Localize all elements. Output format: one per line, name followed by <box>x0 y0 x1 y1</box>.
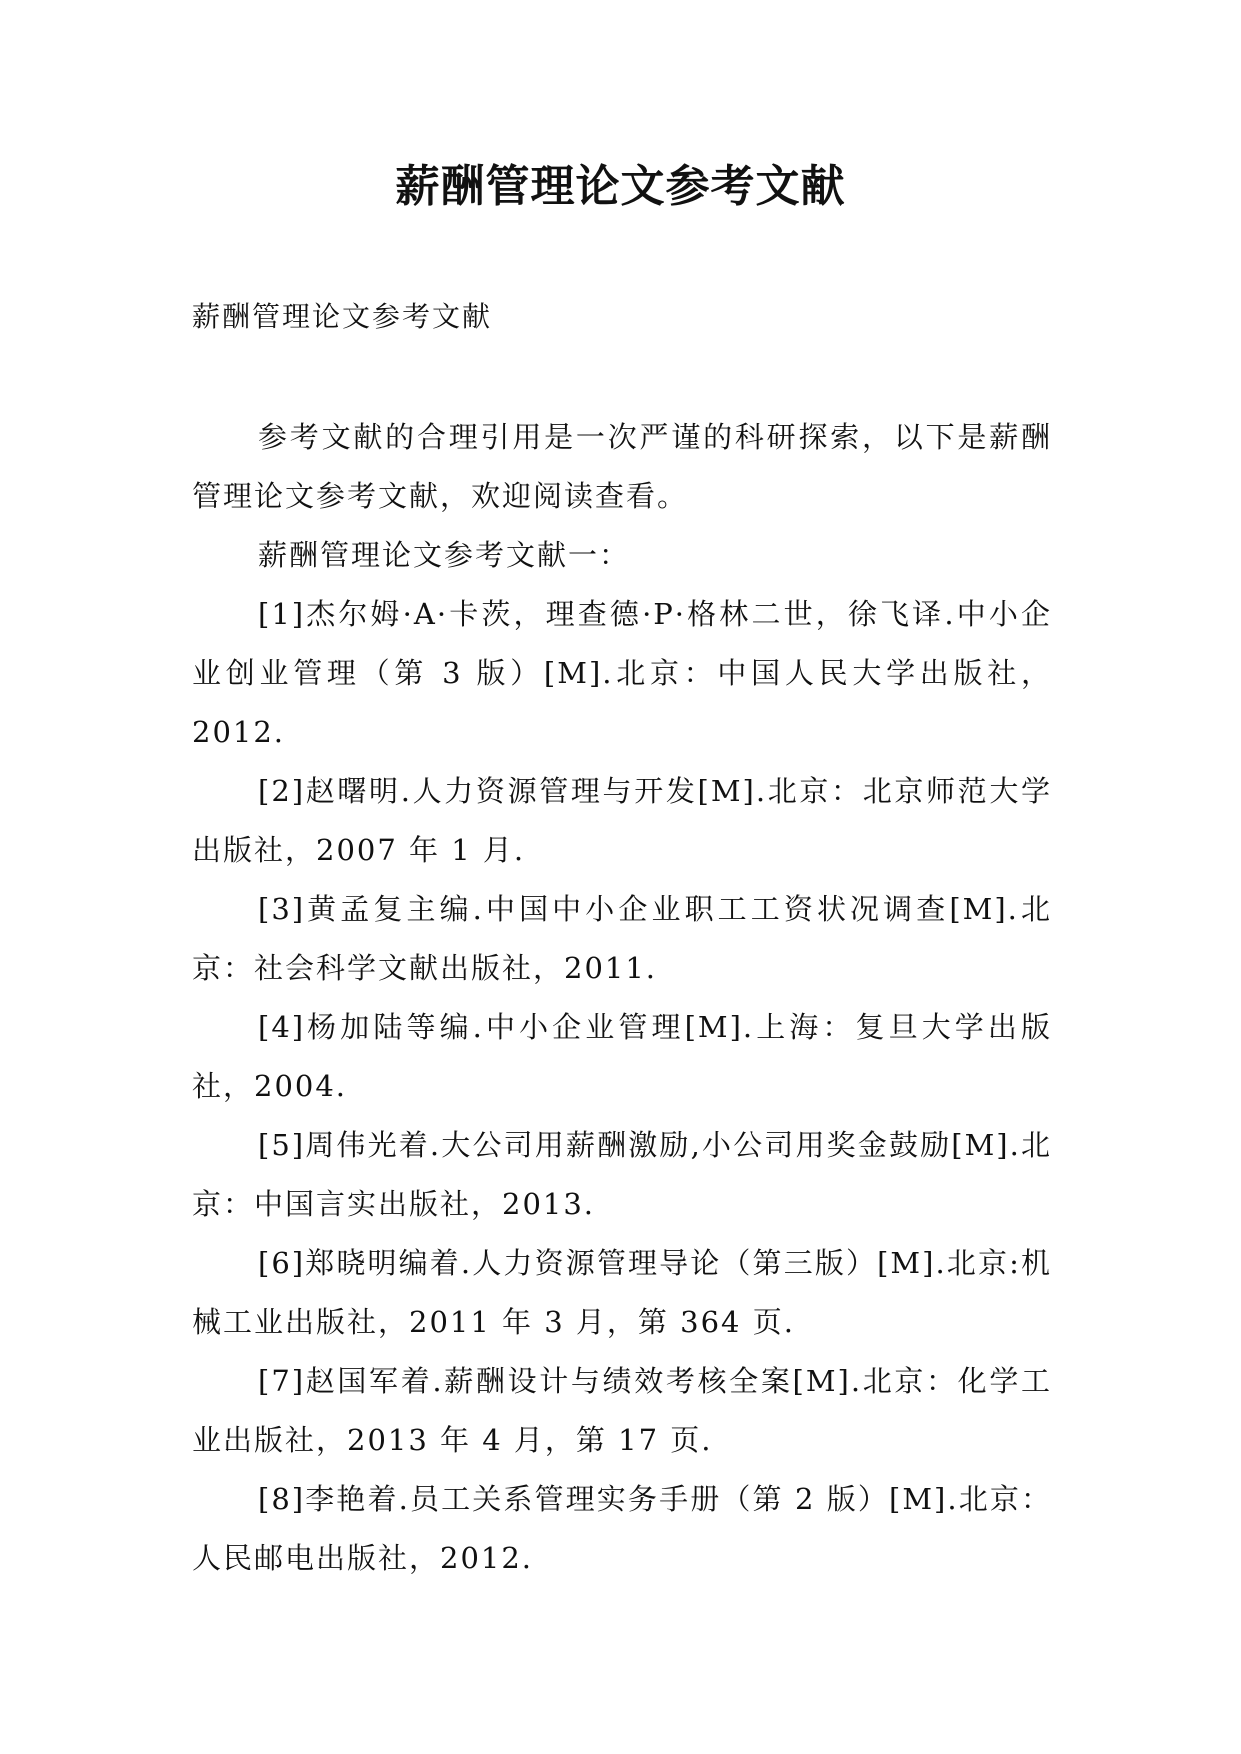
document-title: 薪酬管理论文参考文献 <box>395 161 846 212</box>
document-subtitle: 薪酬管理论文参考文献 <box>192 300 493 333</box>
reference-item: [3]黄孟复主编.中国中小企业职工工资状况调查[M].北京：社会科学文献出版社，2011. <box>192 892 1052 985</box>
reference-item: [4]杨加陆等编.中小企业管理[M].上海：复旦大学出版社，2004. <box>192 1010 1052 1103</box>
reference-item: [2]赵曙明.人力资源管理与开发[M].北京：北京师范大学出版社，2007 年 1 月. <box>192 774 1052 867</box>
reference-item: [8]李艳着.员工关系管理实务手册（第 2 版）[M].北京：人民邮电出版社，2012. <box>192 1482 1052 1575</box>
reference-item: [5]周伟光着.大公司用薪酬激励,小公司用奖金鼓励[M].北京：中国言实出版社，2013. <box>192 1128 1052 1221</box>
reference-item: [1]杰尔姆·A·卡茨，理查德·P·格林二世，徐飞译.中小企业创业管理（第 3 版）[M].北京：中国人民大学出版社，2012. <box>192 597 1052 749</box>
intro-paragraph: 参考文献的合理引用是一次严谨的科研探索，以下是薪酬管理论文参考文献，欢迎阅读查看。 <box>192 420 1052 513</box>
section-heading: 薪酬管理论文参考文献一： <box>258 538 631 572</box>
reference-item: [6]郑晓明编着.人力资源管理导论（第三版）[M].北京:机械工业出版社，2011 年 3 月，第 364 页. <box>192 1246 1052 1339</box>
reference-item: [7]赵国军着.薪酬设计与绩效考核全案[M].北京：化学工业出版社，2013 年 4 月，第 17 页. <box>192 1364 1052 1457</box>
document-body <box>192 408 1052 1588</box>
